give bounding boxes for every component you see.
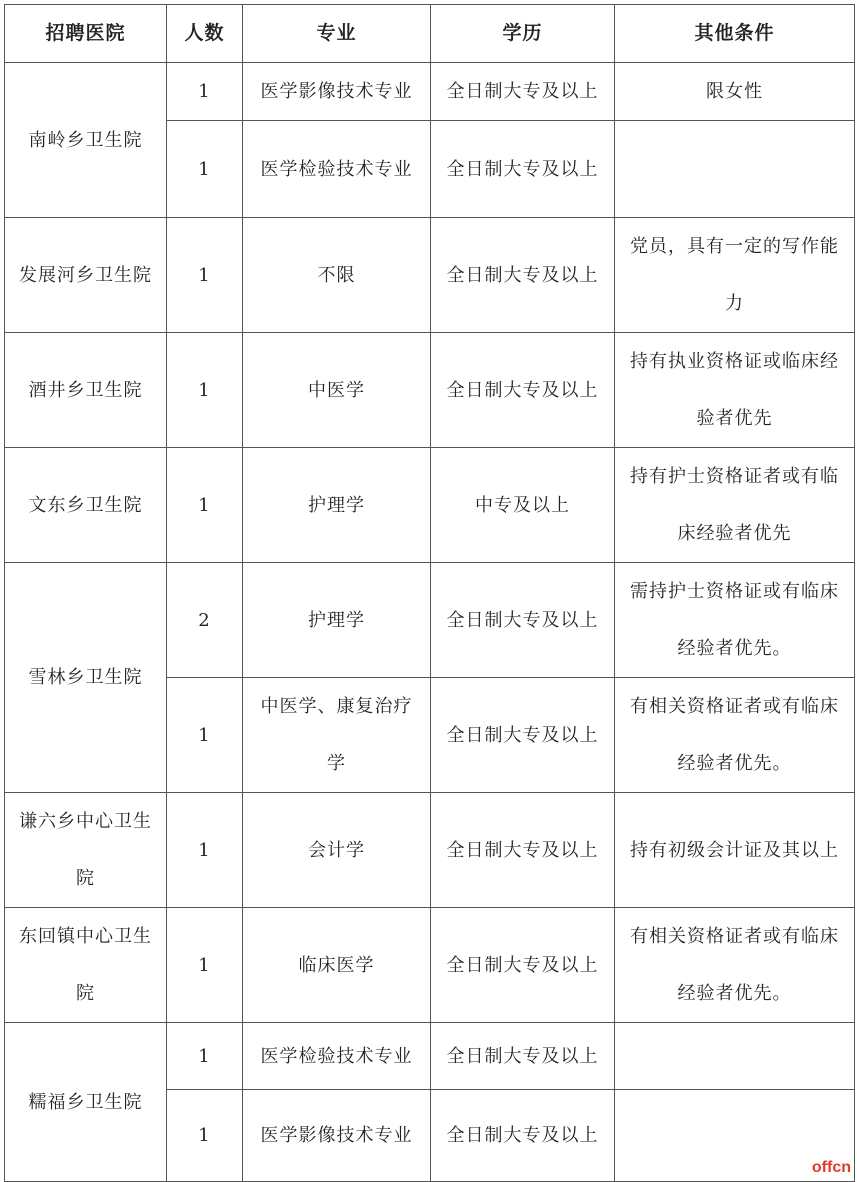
header-conditions: 其他条件: [615, 5, 855, 63]
education-cell: 中专及以上: [431, 448, 615, 563]
count-cell: 1: [167, 333, 243, 448]
major-cell: 不限: [243, 218, 431, 333]
header-count: 人数: [167, 5, 243, 63]
count-cell: 1: [167, 63, 243, 121]
count-cell: 1: [167, 1023, 243, 1090]
recruitment-table: [4, 4, 855, 1182]
table-row: [5, 333, 855, 448]
conditions-cell: 有相关资格证者或有临床经验者优先。: [615, 678, 855, 793]
header-hospital: 招聘医院: [5, 5, 167, 63]
table-header-row: [5, 5, 855, 63]
hospital-cell: 发展河乡卫生院: [5, 218, 167, 333]
count-cell: 1: [167, 121, 243, 218]
conditions-cell: 需持护士资格证或有临床经验者优先。: [615, 563, 855, 678]
table-row: [5, 448, 855, 563]
header-education: 学历: [431, 5, 615, 63]
table-row: [5, 218, 855, 333]
count-cell: 1: [167, 908, 243, 1023]
hospital-cell: 谦六乡中心卫生院: [5, 793, 167, 908]
table-row: [5, 793, 855, 908]
table-row: [5, 63, 855, 121]
count-cell: 1: [167, 448, 243, 563]
table-row: [5, 1023, 855, 1090]
education-cell: 全日制大专及以上: [431, 793, 615, 908]
major-cell: 医学检验技术专业: [243, 121, 431, 218]
count-cell: 2: [167, 563, 243, 678]
hospital-cell: 东回镇中心卫生院: [5, 908, 167, 1023]
hospital-cell: 南岭乡卫生院: [5, 63, 167, 218]
major-cell: 医学影像技术专业: [243, 63, 431, 121]
table-row: [5, 908, 855, 1023]
hospital-cell: 酒井乡卫生院: [5, 333, 167, 448]
hospital-cell: 糯福乡卫生院: [5, 1023, 167, 1182]
education-cell: 全日制大专及以上: [431, 678, 615, 793]
major-cell: 中医学、康复治疗学: [243, 678, 431, 793]
offcn-watermark: offcn: [811, 1159, 851, 1176]
education-cell: 全日制大专及以上: [431, 218, 615, 333]
count-cell: 1: [167, 218, 243, 333]
education-cell: 全日制大专及以上: [431, 1023, 615, 1090]
conditions-cell: [615, 1023, 855, 1090]
conditions-cell: 持有执业资格证或临床经验者优先: [615, 333, 855, 448]
major-cell: 医学检验技术专业: [243, 1023, 431, 1090]
education-cell: 全日制大专及以上: [431, 563, 615, 678]
table-row: [5, 563, 855, 678]
conditions-cell: 持有初级会计证及其以上: [615, 793, 855, 908]
major-cell: 中医学: [243, 333, 431, 448]
conditions-cell: [615, 121, 855, 218]
education-cell: 全日制大专及以上: [431, 63, 615, 121]
education-cell: 全日制大专及以上: [431, 333, 615, 448]
major-cell: 护理学: [243, 563, 431, 678]
education-cell: 全日制大专及以上: [431, 121, 615, 218]
hospital-cell: 文东乡卫生院: [5, 448, 167, 563]
count-cell: 1: [167, 1090, 243, 1182]
conditions-cell: 党员，具有一定的写作能力: [615, 218, 855, 333]
count-cell: 1: [167, 793, 243, 908]
count-cell: 1: [167, 678, 243, 793]
header-major: 专业: [243, 5, 431, 63]
conditions-cell: 持有护士资格证者或有临床经验者优先: [615, 448, 855, 563]
conditions-cell: 限女性: [615, 63, 855, 121]
education-cell: 全日制大专及以上: [431, 1090, 615, 1182]
major-cell: 临床医学: [243, 908, 431, 1023]
major-cell: 护理学: [243, 448, 431, 563]
education-cell: 全日制大专及以上: [431, 908, 615, 1023]
hospital-cell: 雪林乡卫生院: [5, 563, 167, 793]
conditions-cell: 有相关资格证者或有临床经验者优先。: [615, 908, 855, 1023]
major-cell: 会计学: [243, 793, 431, 908]
major-cell: 医学影像技术专业: [243, 1090, 431, 1182]
